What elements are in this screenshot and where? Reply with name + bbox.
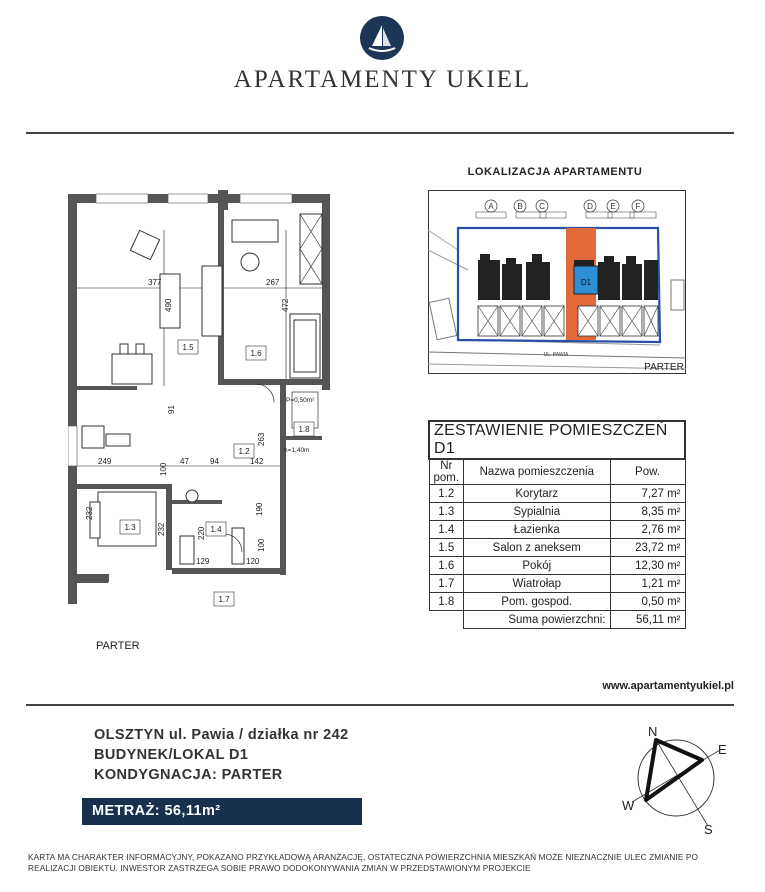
room-label-1-6: 1.6 (250, 349, 262, 358)
dim-490: 490 (164, 298, 173, 312)
dim-232-b: 232 (157, 522, 166, 536)
dim-47: 47 (180, 457, 189, 466)
area-badge: METRAŻ: 56,11m² (82, 798, 362, 825)
footnote: KARTA MA CHARAKTER INFORMACYJNY, POKAZANO PRZYKŁADOWĄ ARANŻACJĘ, OSTATECZNA POWIERZCHNIA MIESZKAŃ MOŻE NIEZNACZNIE ULEC ZMIANIE PO REALIZACJI OBIEKTU. INWESTOR ZASTRZEGA SOBIE PRAWO DODOKONYWANIA ZMIAN W PRZEDSTAWIONYM PROJEKCIE (28, 852, 699, 873)
room-name: Salon z aneksem (464, 539, 610, 557)
sum-value: 56,11 m² (610, 611, 685, 629)
plan-floor-label: PARTER (96, 640, 140, 652)
room-area: 8,35 m² (610, 503, 685, 521)
segment-label-c: C (539, 202, 545, 211)
room-name: Pom. gospod. (464, 593, 610, 611)
segment-label-b: B (517, 202, 523, 211)
room-area: 1,21 m² (610, 575, 685, 593)
dim-100-b: 100 (257, 538, 266, 552)
sum-row (429, 611, 685, 629)
table-row (429, 503, 685, 521)
website-link[interactable]: www.apartamentyukiel.pl (602, 680, 734, 692)
dim-472: 472 (281, 298, 290, 312)
room-label-1-5: 1.5 (182, 343, 194, 352)
footer-divider (26, 704, 734, 706)
table-row (429, 521, 685, 539)
room-nr: 1.4 (429, 521, 464, 539)
floor-plan (68, 190, 330, 608)
compass-e: E (718, 742, 727, 757)
room-nr: 1.6 (429, 557, 464, 575)
dim-377: 377 (148, 278, 162, 287)
room-nr: 1.3 (429, 503, 464, 521)
floor-line: KONDYGNACJA: PARTER (94, 767, 283, 783)
dim-91: 91 (167, 405, 176, 414)
header-nr: Nr pom. (429, 459, 464, 485)
sum-blank (429, 611, 464, 629)
segment-label-e: E (610, 202, 616, 211)
segment-label-a: A (488, 202, 494, 211)
room-name: Łazienka (464, 521, 610, 539)
dim-129: 129 (196, 557, 210, 566)
room-nr: 1.5 (429, 539, 464, 557)
room-name: Sypialnia (464, 503, 610, 521)
dim-267: 267 (266, 278, 280, 287)
room-label-1-8: 1.8 (298, 425, 310, 434)
room-area: 7,27 m² (610, 485, 685, 503)
room-area: 2,76 m² (610, 521, 685, 539)
dim-232-a: 232 (85, 506, 94, 520)
dim-94: 94 (210, 457, 219, 466)
header-divider (26, 132, 734, 134)
unit-label: D1 (580, 278, 592, 287)
room-area: 23,72 m² (610, 539, 685, 557)
room-label-1-4: 1.4 (210, 525, 222, 534)
compass-w: W (622, 798, 635, 813)
note-area-1-8: P=0,50m² (286, 397, 315, 404)
note-height-1-8: h=1,40m (284, 447, 310, 454)
room-label-1-3: 1.3 (124, 523, 136, 532)
map-floor-label: PARTER (644, 362, 684, 373)
compass-n: N (648, 724, 658, 739)
table-row (429, 575, 685, 593)
dim-263: 263 (257, 432, 266, 446)
header-name: Nazwa pomieszczenia (464, 459, 610, 485)
dim-142: 142 (250, 457, 264, 466)
rooms-table-title: ZESTAWIENIE POMIESZCZEŃ D1 (429, 421, 685, 459)
room-label-1-7: 1.7 (218, 595, 230, 604)
dim-120: 120 (246, 557, 260, 566)
compass-s: S (704, 822, 713, 836)
dim-190: 190 (255, 502, 264, 516)
room-nr: 1.2 (429, 485, 464, 503)
room-area: 12,30 m² (610, 557, 685, 575)
room-nr: 1.8 (429, 593, 464, 611)
building-line: BUDYNEK/LOKAL D1 (94, 747, 249, 763)
dim-100-a: 100 (159, 462, 168, 476)
room-name: Wiatrołap (464, 575, 610, 593)
location-map (428, 190, 686, 374)
table-row (429, 593, 685, 611)
room-label-1-2: 1.2 (238, 447, 250, 456)
room-name: Pokój (464, 557, 610, 575)
header-area: Pow. (610, 459, 685, 485)
location-title: LOKALIZACJA APARTAMENTU (467, 166, 643, 178)
segment-label-f: F (635, 202, 641, 211)
table-row (429, 539, 685, 557)
address-line: OLSZTYN ul. Pawia / działka nr 242 (94, 727, 349, 743)
brand-logo-icon (360, 16, 404, 60)
compass-icon (618, 718, 736, 836)
street-label: UL. PAWIA (543, 352, 569, 358)
room-name: Korytarz (464, 485, 610, 503)
table-row (429, 485, 685, 503)
dim-249: 249 (98, 457, 112, 466)
table-row (429, 557, 685, 575)
room-nr: 1.7 (429, 575, 464, 593)
rooms-table (428, 420, 686, 629)
sum-label: Suma powierzchni: (464, 611, 610, 629)
segment-label-d: D (587, 202, 593, 211)
room-area: 0,50 m² (610, 593, 685, 611)
brand-name: APARTAMENTY UKIEL (233, 66, 532, 93)
dim-220: 220 (197, 526, 206, 540)
